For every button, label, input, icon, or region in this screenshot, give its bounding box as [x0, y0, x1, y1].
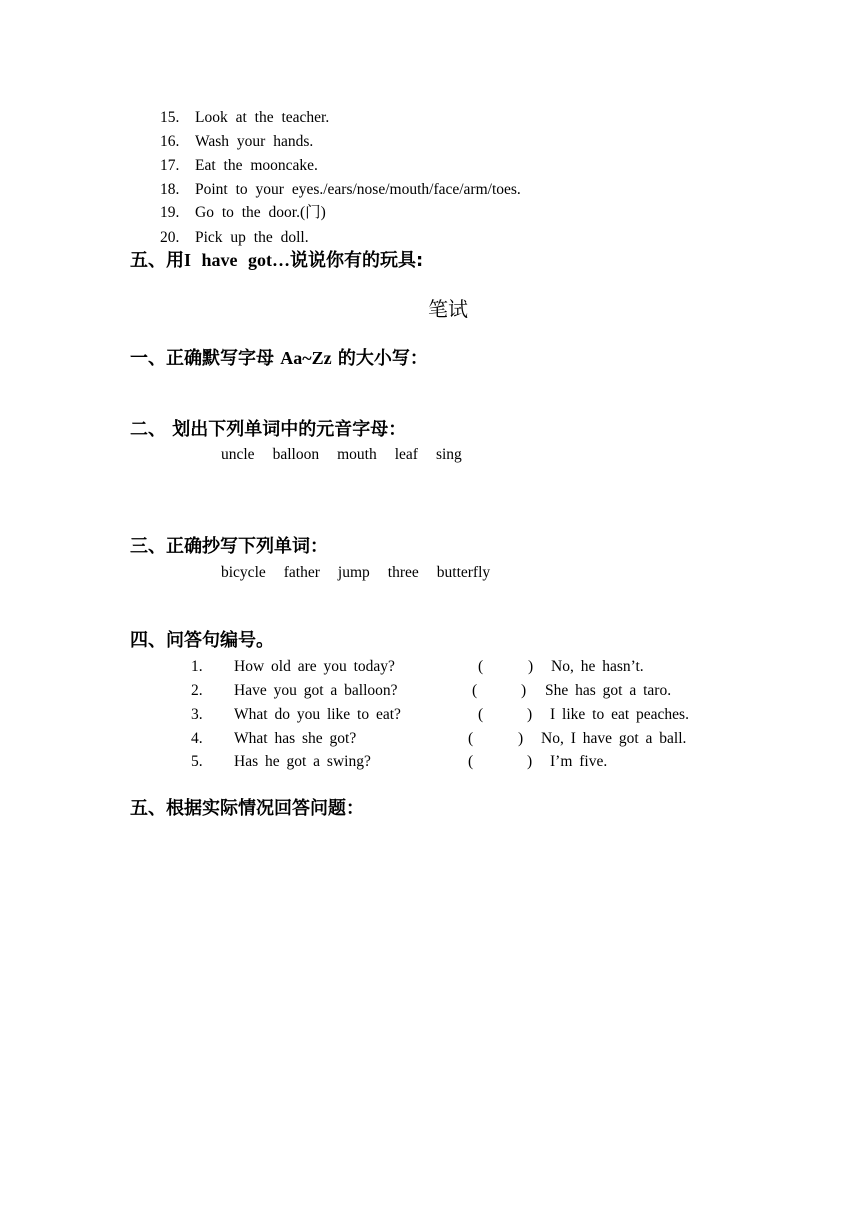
qa-paren-close: )	[527, 753, 533, 770]
word: jump	[337, 564, 370, 581]
qa-question: Have you got a balloon?	[234, 682, 398, 699]
command-item: 16. Wash your hands.	[160, 133, 314, 150]
word: three	[387, 564, 419, 581]
command-item: 15. Look at the teacher.	[160, 109, 330, 126]
qa-answer: I’m five.	[550, 753, 608, 770]
qa-paren-open: (	[478, 658, 484, 675]
qa-answer: I like to eat peaches.	[550, 706, 689, 723]
command-item: 20. Pick up the doll.	[160, 229, 309, 246]
word: balloon	[272, 446, 320, 463]
section-1-heading: 一、正确默写字母 Aa~Zz 的大小写：	[130, 348, 428, 369]
command-item: 19. Go to the door.(门)	[160, 204, 326, 221]
word: leaf	[394, 446, 418, 463]
section-5-heading: 五、根据实际情况回答问题：	[130, 798, 364, 819]
qa-number: 1.	[191, 658, 203, 675]
qa-question: Has he got a swing?	[234, 753, 371, 770]
qa-paren-open: (	[468, 730, 474, 747]
qa-paren-close: )	[521, 682, 527, 699]
qa-question: What do you like to eat?	[234, 706, 401, 723]
written-section-title: 笔试	[428, 297, 468, 321]
word: bicycle	[221, 564, 266, 581]
word: mouth	[337, 446, 377, 463]
qa-paren-close: )	[518, 730, 524, 747]
oral-section-5-heading: 五、用I have got…说说你有的玩具:	[130, 250, 424, 271]
command-item: 17. Eat the mooncake.	[160, 157, 318, 174]
section-2-heading: 二、 划出下列单词中的元音字母：	[130, 419, 407, 440]
word: butterfly	[436, 564, 491, 581]
section-4-heading: 四、问答句编号。	[130, 630, 274, 651]
command-item: 18. Point to your eyes./ears/nose/mouth/face/arm/toes.	[160, 181, 521, 198]
word: father	[283, 564, 320, 581]
qa-question: How old are you today?	[234, 658, 395, 675]
qa-number: 2.	[191, 682, 203, 699]
copy-word-list	[221, 563, 508, 583]
qa-paren-open: (	[478, 706, 484, 723]
qa-paren-close: )	[527, 706, 533, 723]
qa-paren-open: (	[472, 682, 478, 699]
qa-number: 5.	[191, 753, 203, 770]
word: uncle	[221, 446, 255, 463]
qa-paren-open: (	[468, 753, 474, 770]
qa-answer: No, I have got a ball.	[541, 730, 687, 747]
qa-question: What has she got?	[234, 730, 357, 747]
qa-answer: She has got a taro.	[545, 682, 672, 699]
word: sing	[435, 446, 462, 463]
qa-number: 3.	[191, 706, 203, 723]
qa-number: 4.	[191, 730, 203, 747]
section-3-heading: 三、正确抄写下列单词：	[130, 536, 328, 557]
vowel-word-list	[221, 445, 480, 465]
qa-paren-close: )	[528, 658, 534, 675]
qa-answer: No, he hasn’t.	[551, 658, 644, 675]
